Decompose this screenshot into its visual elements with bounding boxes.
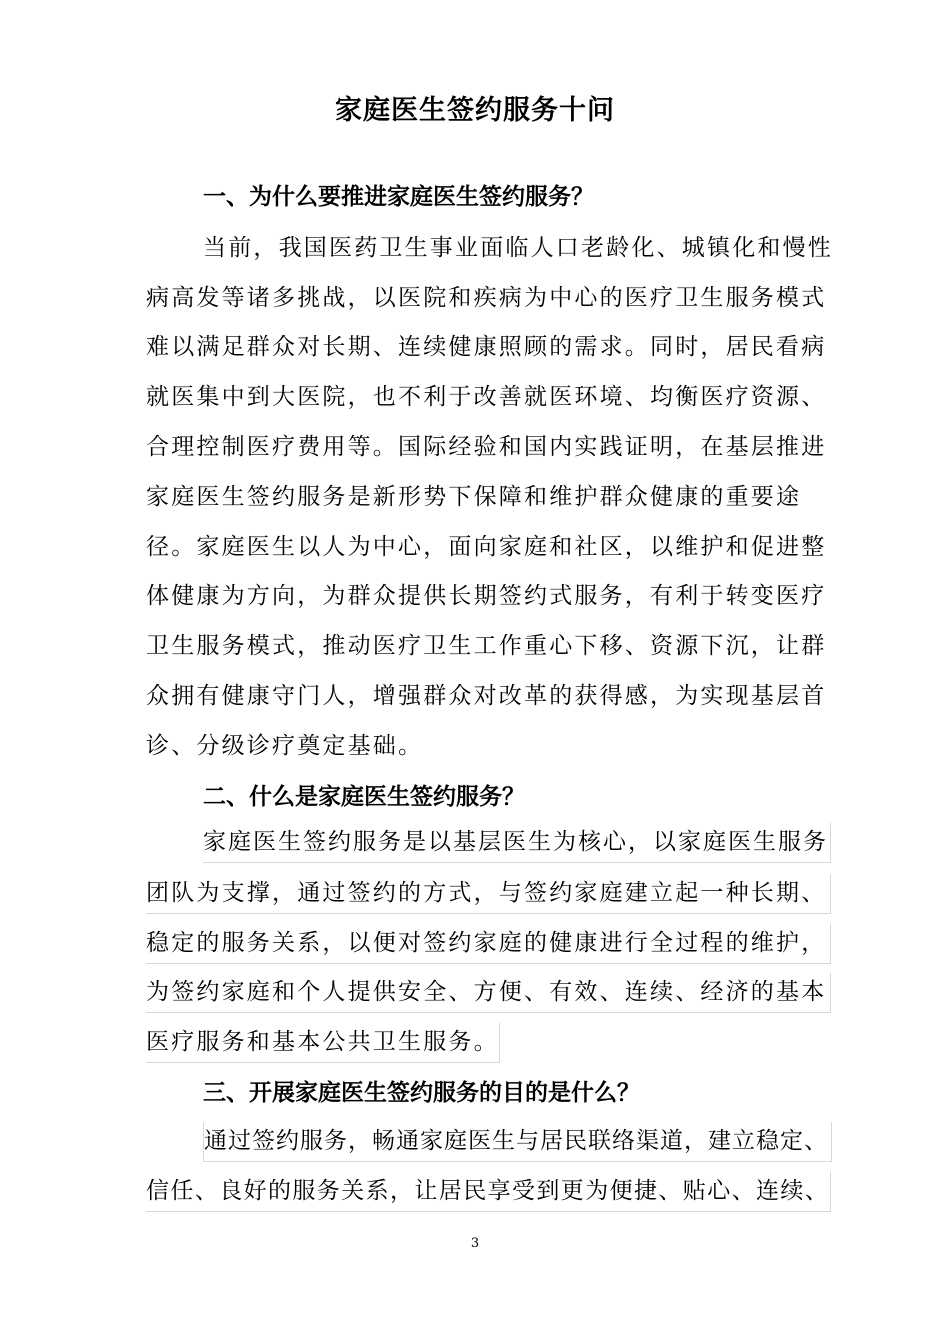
page-title: 家庭医生签约服务十问 xyxy=(335,95,615,126)
section-heading-2: 二、什么是家庭医生签约服务？ xyxy=(203,784,525,810)
paragraph-line: 家庭医生签约服务是新形势下保障和维护群众健康的重要途 xyxy=(146,484,802,510)
paragraph-line: 病高发等诸多挑战，以医院和疾病为中心的医疗卫生服务模式 xyxy=(146,285,827,311)
paragraph-line: 就医集中到大医院，也不利于改善就医环境、均衡医疗资源、 xyxy=(146,384,827,410)
paragraph-line: 当前，我国医药卫生事业面临人口老龄化、城镇化和慢性 xyxy=(203,235,833,261)
paragraph-line: 医疗服务和基本公共卫生服务。 xyxy=(146,1023,500,1063)
paragraph-line: 诊、分级诊疗奠定基础。 xyxy=(146,733,424,759)
section-heading-3: 三、开展家庭医生签约服务的目的是什么？ xyxy=(203,1080,640,1106)
paragraph-line: 卫生服务模式，推动医疗卫生工作重心下移、资源下沉，让群 xyxy=(146,633,827,659)
paragraph-line: 团队为支撑，通过签约的方式，与签约家庭建立起一种长期、 xyxy=(146,874,831,914)
paragraph-line: 难以满足群众对长期、连续健康照顾的需求。同时，居民看病 xyxy=(146,334,827,360)
paragraph-line: 为签约家庭和个人提供安全、方便、有效、连续、经济的基本 xyxy=(146,973,831,1013)
paragraph-line: 家庭医生签约服务是以基层医生为核心，以家庭医生服务 xyxy=(203,823,831,863)
paragraph-line: 众拥有健康守门人，增强群众对改革的获得感，为实现基层首 xyxy=(146,683,827,709)
paragraph-line: 合理控制医疗费用等。国际经验和国内实践证明，在基层推进 xyxy=(146,434,827,460)
paragraph-line: 通过签约服务，畅通家庭医生与居民联络渠道，建立稳定、 xyxy=(203,1122,832,1162)
paragraph-line: 体健康为方向，为群众提供长期签约式服务，有利于转变医疗 xyxy=(146,583,827,609)
paragraph-line: 径。家庭医生以人为中心，面向家庭和社区，以维护和促进整 xyxy=(146,534,827,560)
section-heading-1: 一、为什么要推进家庭医生签约服务？ xyxy=(203,184,594,210)
paragraph-line: 信任、良好的服务关系，让居民享受到更为便捷、贴心、连续、 xyxy=(146,1172,831,1212)
paragraph-line: 稳定的服务关系，以便对签约家庭的健康进行全过程的维护， xyxy=(146,924,831,964)
page-number: 3 xyxy=(470,1236,480,1251)
